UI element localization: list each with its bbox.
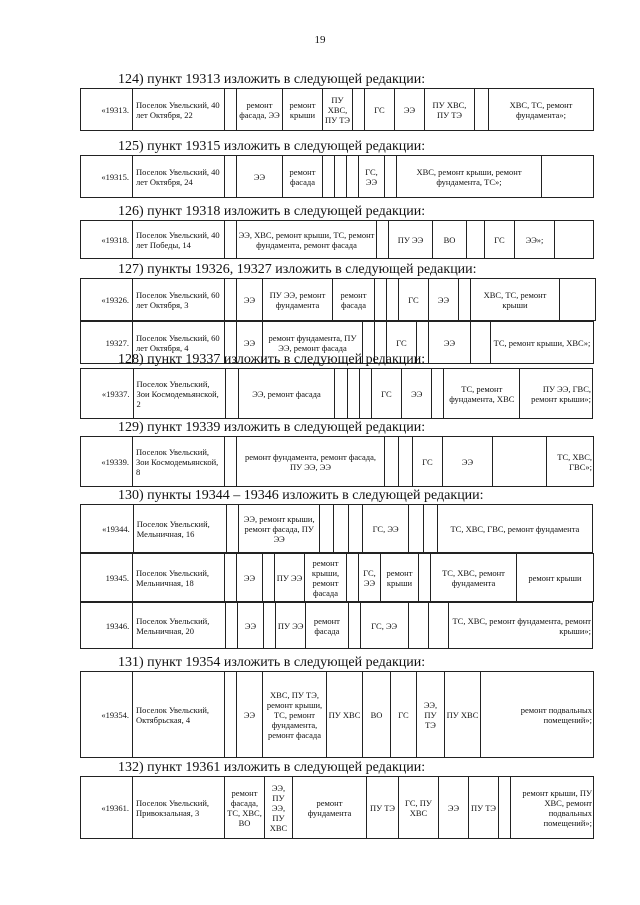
table-cell bbox=[263, 554, 275, 602]
item-number-cell: 19345. bbox=[81, 554, 133, 602]
table-cell: ПУ ХВС bbox=[327, 672, 363, 758]
table-cell: ГС bbox=[413, 437, 443, 487]
amendment-section bbox=[80, 420, 593, 487]
table-cell bbox=[499, 777, 511, 839]
table-cell: ЭЭ bbox=[429, 322, 471, 364]
table-cell: ТС, ХВС, ремонт фундамента bbox=[431, 554, 517, 602]
table-cell: ГС bbox=[371, 369, 401, 419]
table-cell bbox=[225, 672, 237, 758]
amendment-section bbox=[80, 204, 593, 259]
address-cell: Поселок Увельский, Мельничная, 16 bbox=[133, 505, 226, 553]
table-cell bbox=[226, 505, 238, 553]
amendment-table bbox=[80, 155, 594, 198]
table-cell bbox=[409, 505, 423, 553]
table-cell bbox=[408, 603, 428, 649]
table-cell: ГС, ЭЭ bbox=[362, 505, 409, 553]
table-row bbox=[81, 221, 594, 259]
table-cell: ТС, ХВС, ГВС, ремонт фундамента bbox=[437, 505, 592, 553]
amendment-section bbox=[80, 352, 593, 419]
amendment-section bbox=[80, 72, 593, 131]
table-row bbox=[81, 369, 593, 419]
table-row bbox=[81, 505, 593, 553]
table-cell bbox=[335, 369, 347, 419]
section-heading: 131) пункт 19354 изложить в следующей редакции: bbox=[118, 655, 426, 670]
amendment-table bbox=[80, 602, 593, 649]
table-cell: ПУ ЭЭ bbox=[275, 554, 305, 602]
address-cell: Поселок Увельский, 60 лет Октября, 4 bbox=[133, 322, 225, 364]
amendment-section bbox=[80, 655, 593, 758]
table-cell: ЭЭ, ремонт крыши, ремонт фасада, ПУ ЭЭ bbox=[239, 505, 320, 553]
table-cell bbox=[225, 279, 237, 321]
item-number-cell: «19344. bbox=[81, 505, 134, 553]
section-heading: 132) пункт 19361 изложить в следующей редакции: bbox=[118, 760, 426, 775]
table-cell bbox=[323, 156, 335, 198]
item-number-cell: «19339. bbox=[81, 437, 133, 487]
table-row bbox=[81, 89, 594, 131]
item-number-cell: «19326. bbox=[81, 279, 133, 321]
table-cell: ГС, ЭЭ bbox=[360, 603, 408, 649]
table-cell: ремонт фасада, ТС, ХВС, ВО bbox=[225, 777, 265, 839]
table-cell: ремонт крыши, ремонт фасада bbox=[305, 554, 347, 602]
table-cell bbox=[347, 369, 359, 419]
address-cell: Поселок Увельский, Мельничная, 18 bbox=[133, 554, 225, 602]
table-cell: ремонт фасада bbox=[306, 603, 348, 649]
amendment-table bbox=[80, 278, 596, 321]
table-cell: ЭЭ bbox=[402, 369, 432, 419]
table-cell bbox=[560, 279, 596, 321]
amendment-section bbox=[80, 262, 593, 364]
table-cell: ремонт фундамента, ПУ ЭЭ, ремонт фасада bbox=[263, 322, 363, 364]
table-cell bbox=[419, 554, 431, 602]
amendment-section bbox=[80, 139, 593, 198]
table-cell bbox=[459, 279, 471, 321]
table-cell: ЭЭ bbox=[237, 279, 263, 321]
table-cell: ремонт фасада bbox=[283, 156, 323, 198]
table-cell: ПУ ЭЭ bbox=[276, 603, 306, 649]
table-cell: ЭЭ bbox=[443, 437, 493, 487]
table-cell bbox=[347, 156, 359, 198]
section-heading: 125) пункт 19315 изложить в следующей редакции: bbox=[118, 139, 426, 154]
table-cell bbox=[225, 156, 237, 198]
table-cell: ГС bbox=[485, 221, 515, 259]
table-cell: ГС, ЭЭ bbox=[359, 156, 385, 198]
table-cell bbox=[375, 279, 387, 321]
page-number: 19 bbox=[314, 34, 326, 46]
table-cell bbox=[385, 437, 399, 487]
table-cell bbox=[353, 89, 365, 131]
table-cell: ЭЭ bbox=[439, 777, 469, 839]
table-cell: ГС bbox=[391, 672, 417, 758]
address-cell: Поселок Увельский, 40 лет Октября, 22 bbox=[133, 89, 225, 131]
table-cell bbox=[225, 554, 237, 602]
item-number-cell: 19327. bbox=[81, 322, 133, 364]
table-cell: ПУ ТЭ bbox=[367, 777, 399, 839]
table-cell bbox=[493, 437, 547, 487]
amendment-table bbox=[80, 553, 594, 602]
table-cell: ХВС, ремонт крыши, ремонт фундамента, ТС»; bbox=[397, 156, 542, 198]
table-row bbox=[81, 672, 594, 758]
table-cell: ремонт фасада, ЭЭ bbox=[237, 89, 283, 131]
table-cell: ЭЭ, ПУ ТЭ bbox=[417, 672, 445, 758]
item-number-cell: «19361. bbox=[81, 777, 133, 839]
table-cell: ХВС, ТС, ремонт крыши bbox=[471, 279, 560, 321]
amendment-table bbox=[80, 671, 594, 758]
table-cell: ЭЭ bbox=[237, 672, 263, 758]
table-cell bbox=[377, 221, 389, 259]
table-cell: ГС, ПУ ХВС bbox=[399, 777, 439, 839]
amendment-table bbox=[80, 220, 594, 259]
table-cell bbox=[348, 505, 362, 553]
table-cell bbox=[347, 554, 359, 602]
address-cell: Поселок Увельский, Привокзальная, 3 bbox=[133, 777, 225, 839]
table-cell: ЭЭ, ХВС, ремонт крыши, ТС, ремонт фундамента, ремонт фасада bbox=[237, 221, 377, 259]
item-number-cell: «19337. bbox=[81, 369, 134, 419]
item-number-cell: 19346. bbox=[81, 603, 133, 649]
table-cell: ПУ ТЭ bbox=[469, 777, 499, 839]
table-cell bbox=[359, 369, 371, 419]
table-cell: ЭЭ bbox=[237, 554, 263, 602]
amendment-table bbox=[80, 88, 594, 131]
amendment-table bbox=[80, 504, 593, 553]
table-cell: ремонт крыши bbox=[381, 554, 419, 602]
address-cell: Поселок Увельский, Зои Космодемьянской, 2 bbox=[133, 369, 226, 419]
item-number-cell: «19315. bbox=[81, 156, 133, 198]
table-cell: ЭЭ bbox=[395, 89, 425, 131]
address-cell: Поселок Увельский, 40 лет Победы, 14 bbox=[133, 221, 225, 259]
table-cell: ПУ ХВС, ПУ ТЭ bbox=[425, 89, 475, 131]
table-cell: ремонт крыши bbox=[517, 554, 594, 602]
section-heading: 124) пункт 19313 изложить в следующей редакции: bbox=[118, 72, 426, 87]
item-number-cell: «19313. bbox=[81, 89, 133, 131]
table-cell: ТС, ХВС, ремонт фундамента, ремонт крыши»; bbox=[449, 603, 593, 649]
amendment-section bbox=[80, 760, 593, 839]
table-cell: ЭЭ bbox=[237, 322, 263, 364]
table-cell bbox=[467, 221, 485, 259]
section-heading: 127) пункты 19326, 19327 изложить в следующей редакции: bbox=[118, 262, 477, 277]
table-cell: ПУ ЭЭ bbox=[389, 221, 433, 259]
table-cell bbox=[225, 89, 237, 131]
table-cell bbox=[542, 156, 594, 198]
table-cell: ЭЭ, ПУ ЭЭ, ПУ ХВС bbox=[265, 777, 293, 839]
table-cell: ЭЭ bbox=[237, 603, 263, 649]
table-row bbox=[81, 437, 594, 487]
table-cell: ТС, ремонт крыши, ХВС»; bbox=[491, 322, 594, 364]
table-cell: ПУ ХВС bbox=[445, 672, 481, 758]
section-heading: 128) пункт 19337 изложить в следующей редакции: bbox=[118, 352, 426, 367]
table-cell bbox=[226, 369, 238, 419]
table-cell: ЭЭ bbox=[237, 156, 283, 198]
table-cell: ЭЭ bbox=[429, 279, 459, 321]
table-cell bbox=[385, 156, 397, 198]
table-cell: ремонт крыши, ПУ ХВС, ремонт подвальных помещений»; bbox=[511, 777, 594, 839]
table-cell bbox=[264, 603, 276, 649]
address-cell: Поселок Увельский, Октябрьская, 4 bbox=[133, 672, 225, 758]
table-cell: ГС bbox=[365, 89, 395, 131]
table-cell bbox=[432, 369, 444, 419]
section-heading: 126) пункт 19318 изложить в следующей редакции: bbox=[118, 204, 426, 219]
amendment-section bbox=[80, 488, 593, 649]
table-cell bbox=[555, 221, 594, 259]
amendment-table bbox=[80, 368, 593, 419]
address-cell: Поселок Увельский, 40 лет Октября, 24 bbox=[133, 156, 225, 198]
table-cell: ХВС, ТС, ремонт фундамента»; bbox=[489, 89, 594, 131]
table-cell: ПУ ЭЭ, ремонт фундамента bbox=[263, 279, 333, 321]
table-cell: ГС, ЭЭ bbox=[359, 554, 381, 602]
table-cell: ремонт подвальных помещений»; bbox=[481, 672, 594, 758]
table-cell bbox=[387, 279, 399, 321]
table-cell: ЭЭ, ремонт фасада bbox=[238, 369, 335, 419]
table-cell: ТС, ХВС, ГВС»; bbox=[547, 437, 594, 487]
table-cell: ТС, ремонт фундамента, ХВС bbox=[444, 369, 520, 419]
table-cell: ГС bbox=[399, 279, 429, 321]
table-cell bbox=[335, 156, 347, 198]
amendment-table bbox=[80, 776, 594, 839]
table-row bbox=[81, 156, 594, 198]
table-row bbox=[81, 777, 594, 839]
table-cell: ремонт крыши bbox=[283, 89, 323, 131]
table-cell: ремонт фундамента, ремонт фасада, ПУ ЭЭ, ЭЭ bbox=[237, 437, 385, 487]
table-cell bbox=[225, 603, 237, 649]
table-cell: ХВС, ПУ ТЭ, ремонт крыши, ТС, ремонт фундамента, ремонт фасада bbox=[263, 672, 327, 758]
item-number-cell: «19354. bbox=[81, 672, 133, 758]
item-number-cell: «19318. bbox=[81, 221, 133, 259]
table-cell bbox=[334, 505, 348, 553]
address-cell: Поселок Увельский, 60 лет Октября, 3 bbox=[133, 279, 225, 321]
table-cell: ЭЭ»; bbox=[515, 221, 555, 259]
table-cell: ГС bbox=[387, 322, 417, 364]
amendment-table bbox=[80, 436, 594, 487]
table-cell bbox=[320, 505, 334, 553]
table-cell: ПУ ЭЭ, ГВС, ремонт крыши»; bbox=[520, 369, 593, 419]
table-cell bbox=[348, 603, 360, 649]
table-cell: ремонт фундамента bbox=[293, 777, 367, 839]
table-cell: ремонт фасада bbox=[333, 279, 375, 321]
table-row bbox=[81, 603, 593, 649]
table-cell bbox=[399, 437, 413, 487]
table-row bbox=[81, 279, 596, 321]
address-cell: Поселок Увельский, Мельничная, 20 bbox=[133, 603, 226, 649]
table-cell: ПУ ХВС, ПУ ТЭ bbox=[323, 89, 353, 131]
table-row bbox=[81, 554, 594, 602]
address-cell: Поселок Увельский, Зои Космодемьянской, 8 bbox=[133, 437, 225, 487]
section-heading: 130) пункты 19344 – 19346 изложить в следующей редакции: bbox=[118, 488, 484, 503]
table-cell bbox=[423, 505, 437, 553]
section-heading: 129) пункт 19339 изложить в следующей редакции: bbox=[118, 420, 426, 435]
table-cell bbox=[475, 89, 489, 131]
table-cell: ВО bbox=[433, 221, 467, 259]
table-cell: ВО bbox=[363, 672, 391, 758]
table-cell bbox=[225, 221, 237, 259]
table-cell bbox=[428, 603, 448, 649]
table-cell bbox=[225, 437, 237, 487]
